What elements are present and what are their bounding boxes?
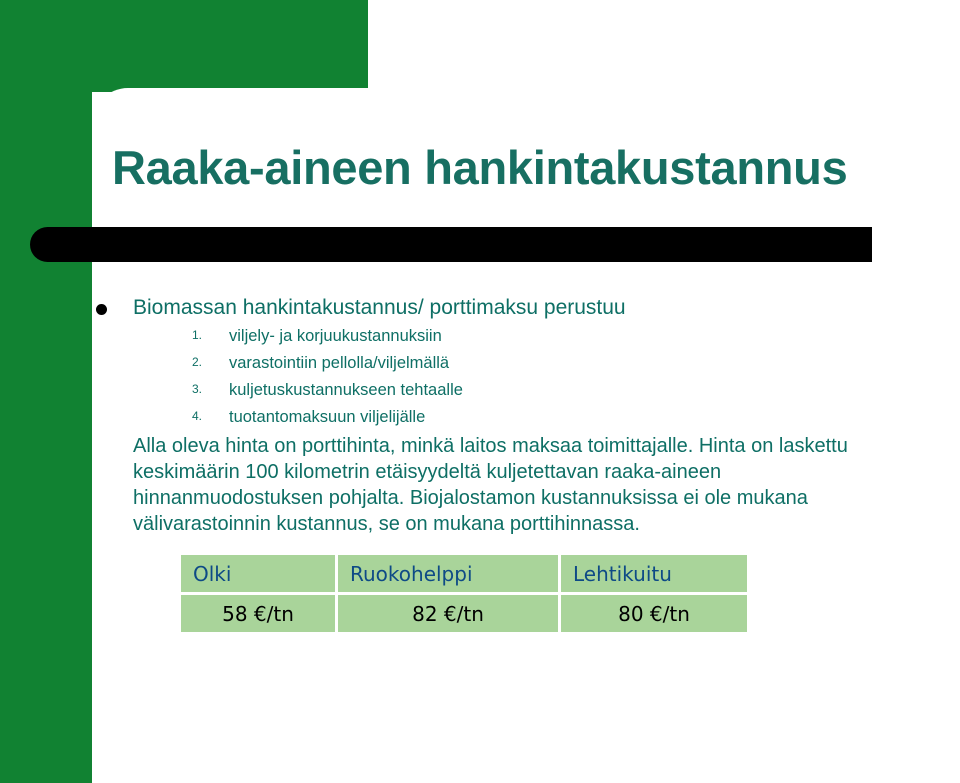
price-lehtikuitu: 80 €/tn <box>561 595 747 632</box>
bullet-dot-icon <box>96 304 107 315</box>
top-green-band <box>0 0 368 92</box>
item-label: viljely- ja korjuukustannuksiin <box>229 327 442 345</box>
item-number: 3. <box>192 382 203 396</box>
table-header-row <box>181 555 747 592</box>
paragraph-line: keskimäärin 100 kilometrin etäisyydeltä kuljetettavan raaka-aineen <box>133 461 722 483</box>
price-olki: 58 €/tn <box>181 595 335 632</box>
table-row <box>181 595 747 632</box>
item-label: kuljetuskustannukseen tehtaalle <box>229 381 463 399</box>
paragraph-line: hinnanmuodostuksen pohjalta. Biojalostamon kustannuksissa ei ole mukana <box>133 487 808 509</box>
header-ruokohelppi: Ruokohelppi <box>338 555 558 592</box>
left-green-band <box>0 0 92 783</box>
price-table <box>178 552 750 635</box>
slide-title: Raaka-aineen hankintakustannus <box>112 141 848 194</box>
title-divider-bar <box>30 227 872 262</box>
paragraph-line: Alla oleva hinta on porttihinta, minkä laitos maksaa toimittajalle. Hinta on laskettu <box>133 435 848 457</box>
item-label: varastointiin pellolla/viljelmällä <box>229 354 450 372</box>
item-label: tuotantomaksuun viljelijälle <box>229 408 426 426</box>
item-number: 2. <box>192 355 203 369</box>
description-paragraph <box>133 433 960 537</box>
item-number: 1. <box>192 328 203 342</box>
header-olki: Olki <box>181 555 335 592</box>
bullet-text: Biomassan hankintakustannus/ porttimaksu perustuu <box>133 296 626 319</box>
paragraph-line: välivarastoinnin kustannus, se on mukana porttihinnassa. <box>133 513 640 535</box>
price-ruokohelppi: 82 €/tn <box>338 595 558 632</box>
header-lehtikuitu: Lehtikuitu <box>561 555 747 592</box>
item-number: 4. <box>192 409 203 423</box>
